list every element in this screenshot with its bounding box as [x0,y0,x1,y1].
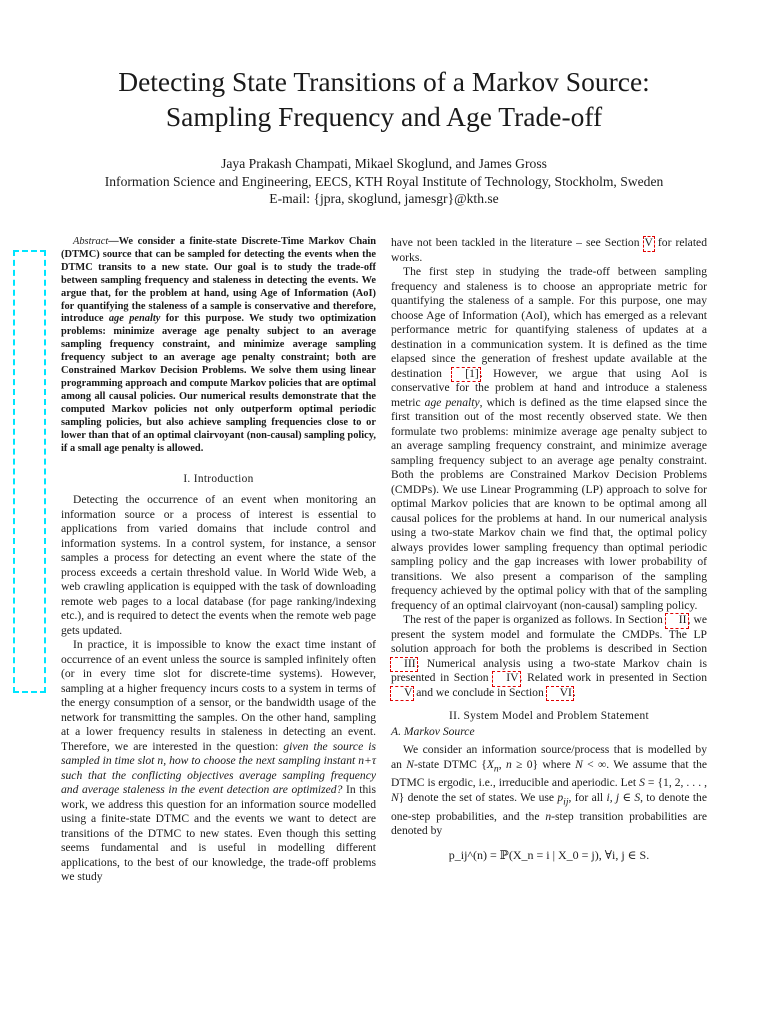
left-column [61,236,376,885]
math-var: n [505,757,512,771]
section-heading-system-model: II. System Model and Problem Statement [449,710,649,722]
math-var: X [486,757,494,771]
sys-text: } denote the set of states. We use [398,790,558,804]
sys-text: -state DTMC { [414,757,487,771]
section-ref-link[interactable]: V [391,686,413,701]
abstract-em: age penalty [108,313,161,325]
sys-text: ∈ [619,790,635,804]
sys-text: = {1, 2, . . . , [644,776,707,790]
section-ref-link[interactable]: VI [547,686,573,701]
right-p1-text-a: have not been tackled in the literature – see Section [391,236,644,249]
right-p3-text-b: , we present the system model and formulate the CMDPs. The LP solution approach for both the problems is described in Section [391,613,707,655]
intro-p2-text-a: In practice, it is impossible to know the exact time instant of occurrence of an event unless the source is sampled infinitely often (or in every time slot for discrete-time systems). However, sampling at a higher frequency incurs costs to a system in terms of the energy consumption of a sensor, or the bandwidth usage of the network for transmitting the samples. On the other hand, sampling at a lower frequency results in staleness in detecting an event. Therefore, we are interested in the question: [61,638,376,753]
system-paragraph-1 [391,743,707,839]
abstract-text-a: —We consider a finite-state Discrete-Time Markov Chain (DTMC) source that can be sampled for detecting the events when the DTMC transits to a new state. Our goal is to study the trade-off between sampling frequency and staleness in detecting the events. We argue that, for the problem at hand, using Age of Information (AoI) for quantifying the staleness of a sample is conservative and therefore, introduce [61,236,376,325]
right-p3-text-d: . Related work in presented in Section [519,671,707,684]
math-var: S [639,776,645,790]
authors: Jaya Prakash Champati, Mikael Skoglund, and James Gross [221,156,547,171]
sys-text: , for all [568,790,607,804]
abstract [61,236,376,455]
math-var: p [557,790,564,804]
sys-text: -step transition probabilities are denoted by [391,809,707,838]
abstract-text-b: for this purpose. We study two optimization problems: minimize average age penalty subject to an average sampling frequency constraint, and minimize average sampling frequency subject to an average age penalty constraint; both are Constrained Markov Decision Problems. We solve them using linear programming approach and compute Markov policies that are optimal among all causal policies. Our numerical results demonstrate that the computed Markov policies not only outperform optimal periodic sampling policies, but also achieve sampling frequencies close to or lower than that of an optimal clairvoyant (non-causal) sampling policy, if a small age penalty is allowed. [61,313,376,454]
intro-p2-text-b: In this work, we address this question for an information source modelled using a finite-state DTMC and the events we want to detect are transitions of the DTMC to new states. Even though this setting seems fundamental and is useful in modelling different applications, to the best of our knowledge, the trade-off problems we study [61,783,376,884]
right-p1-text-b: for related works. [391,236,707,264]
math-var: S [634,790,641,804]
math-sub: ij [563,796,569,808]
right-p3-text-c: . Numerical analysis using a two-state Markov chain is presented in Section [391,656,707,684]
citation-link[interactable]: [1] [452,367,480,382]
math-var: n [545,809,552,823]
right-p3-text-a: The rest of the paper is organized as follows. In Section [403,613,666,626]
title-line-2: Sampling Frequency and Age Trade-off [165,101,603,132]
abstract-label: Abstract [73,236,109,247]
right-p3-text-f: . [572,685,576,699]
selection-highlight-box [13,250,46,693]
sys-text: < ∞. We assume that the DTMC is ergodic, i.e., irreducible and aperiodic. Let [391,757,708,790]
section-ref-link[interactable]: V [644,236,653,249]
math-var: N [406,757,414,771]
sys-text: , [498,757,506,771]
section-ref-link[interactable]: III [391,657,417,672]
subsection-heading-markov-source: A. Markov Source [391,725,475,738]
math-var: N [391,790,399,804]
equation-n-step-probability: p_ij^(n) = ℙ(X_n = i | X_0 = j), ∀i, j ∈ S. [448,847,650,862]
intro-p2-question: given the source is sampled in time slot n, how to choose the next sampling instant n+τ such that the conflicting objectives average sampling frequency and average staleness in the event detection are optimized? [61,739,377,797]
math-sub: n [493,762,499,774]
affiliation: Information Science and Engineering, EECS, KTH Royal Institute of Technology, Stockholm, Sweden [104,174,664,189]
email: E-mail: {jpra, skoglund, jamesgr}@kth.se [269,191,499,206]
intro-paragraph-1: Detecting the occurrence of an event when monitoring an information source or a process of interest is essential to applications from varied domains that include control and information systems. In a control system, for instance, a sensor samples a process for detecting an event where the state of the process exceeds a certain threshold value. In World Wide Web, a web crawling application is equipped with the task of downloading remote web pages to a local database (for page ranking/indexing etc.), and is required to detect the events when the remote web page gets updated. [61,493,376,637]
right-paragraph-2 [391,265,707,613]
intro-paragraph-2 [61,638,376,885]
section-ref-link[interactable]: IV [493,671,519,686]
right-column [391,236,707,863]
math-var: N [575,757,583,771]
paper-title [40,64,728,134]
section-ref-link[interactable]: II [666,613,688,628]
right-p2-text-a: The first step in studying the trade-off between sampling frequency and staleness is to choose an appropriate metric for quantifying the staleness of a sample. For this purpose, one may choose Age of Information (AoI), which has emerged as a relevant performance metric for quantifying staleness of updates at a destination in a communication system. It is defined as the time elapsed since the generation of freshest update available at the destination [391,265,707,380]
title-line-1: Detecting State Transitions of a Markov Source: [118,66,650,97]
right-paragraph-3 [391,613,707,700]
right-p2-text-c: , which is defined as the time elapsed since the first transition out of the most recently observed state. We then formulate two problems: minimize average age penalty subject to an average sampling frequency constraint, and minimize average sampling frequency subject to an average age penalty constraint. Both the problems are Constrained Markov Decision Problems (CMDPs). We use Linear Programming (LP) approach to solve for optimal Markov policies that are known to be optimal among all causal polices for the problems at hand. In our numerical analysis using a two-state Markov chain we find that, the optimal policy always provides lower sampling frequency than optimal periodic sampling policy and the gap increases with lower probability of transitions. We also present a comparison of the sampling frequency achieved by the optimal policy with that of the sampling frequency of an optimal clairvoyant (non-causal) sampling policy. [391,395,707,612]
sys-text: We consider an information source/process that is modelled by an [391,743,707,771]
right-p3-text-e: and we conclude in Section [413,685,547,699]
sys-text: , to denote the one-step probabilities, and the [391,790,707,823]
right-paragraph-1 [391,236,707,265]
right-p2-text-b: . However, we argue that using AoI is conservative for the problem at hand and introduce a staleness metric [391,366,707,409]
math-var: i, j [606,790,620,804]
sys-text: ≥ 0} where [511,757,576,771]
right-p2-em: age penalty [424,395,480,409]
section-heading-introduction: I. Introduction [183,473,254,486]
